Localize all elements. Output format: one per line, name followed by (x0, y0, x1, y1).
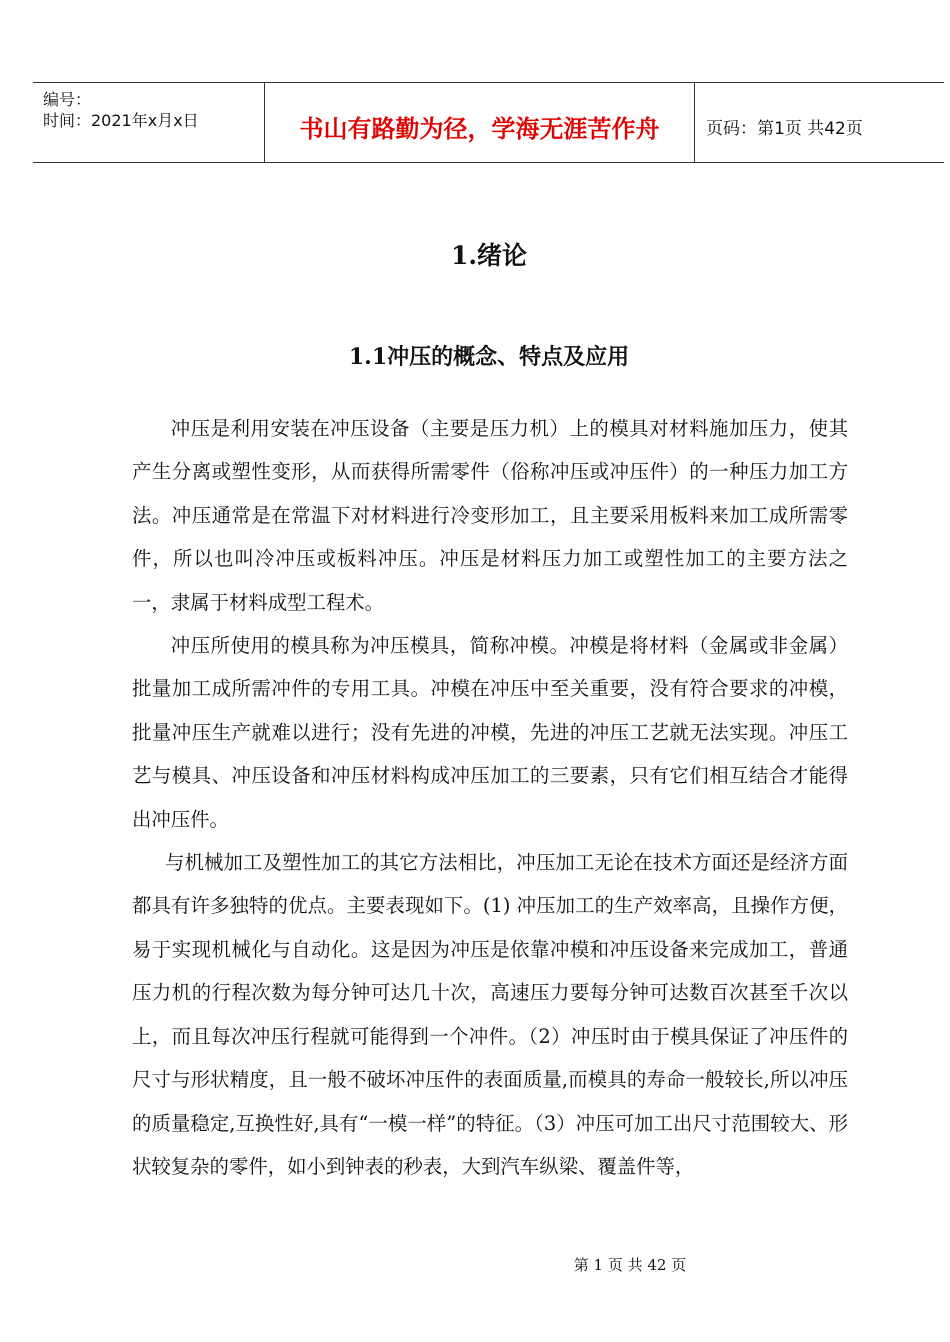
header-meta-cell (33, 83, 265, 162)
paragraph: 冲压所使用的模具称为冲压模具，简称冲模。冲模是将材料（金属或非金属）批量加工成所需冲件的专用工具。冲模在冲压中至关重要，没有符合要求的冲模，批量冲压生产就难以进行；没有先进的冲模，先进的冲压工艺就无法实现。冲压工艺与模具、冲压设备和冲压材料构成冲压加工的三要素，只有它们相互结合才能得出冲压件。 (132, 634, 848, 831)
body-text (132, 407, 848, 1188)
serial-number-label: 编号： (43, 90, 92, 109)
chapter-title: 1.绪论 (450, 241, 528, 270)
page-info-text: 页码：第1页 共42页 (706, 119, 863, 139)
motto-text: 书山有路勤为径，学海无涯苦作舟 (299, 115, 660, 143)
section-title: 1.1冲压的概念、特点及应用 (348, 344, 630, 370)
paragraph: 与机械加工及塑性加工的其它方法相比，冲压加工无论在技术方面还是经济方面都具有许多独特的优点。主要表现如下。(1) 冲压加工的生产效率高，且操作方便，易于实现机械化与自动化。这是因为冲压是依靠冲模和冲压设备来完成加工，普通压力机的行程次数为每分钟可达几十次，高速压力要每分钟可达数百次甚至千次以上，而且每次冲压行程就可能得到一个冲件。（2）冲压时由于模具保证了冲压件的尺寸与形状精度，且一般不破坏冲压件的表面质量,而模具的寿命一般较长,所以冲压的质量稳定,互换性好,具有“一模一样”的特征。（3）冲压可加工出尺寸范围较大、形状较复杂的零件，如小到钟表的秒表，大到汽车纵梁、覆盖件等， (132, 851, 848, 1178)
header-page-cell (695, 83, 944, 162)
paragraph: 冲压是利用安装在冲压设备（主要是压力机）上的模具对材料施加压力，使其产生分离或塑性变形，从而获得所需零件（俗称冲压或冲压件）的一种压力加工方法。冲压通常是在常温下对材料进行冷变形加工，且主要采用板料来加工成所需零件，所以也叫冷冲压或板料冲压。冲压是材料压力加工或塑性加工的主要方法之一，隶属于材料成型工程术。 (132, 417, 848, 614)
date-label: 时间：2021年x月x日 (43, 111, 199, 130)
header-motto-cell (265, 83, 695, 162)
document-header (33, 82, 944, 163)
page-footer: 第 1 页 共 42 页 (573, 1256, 687, 1274)
